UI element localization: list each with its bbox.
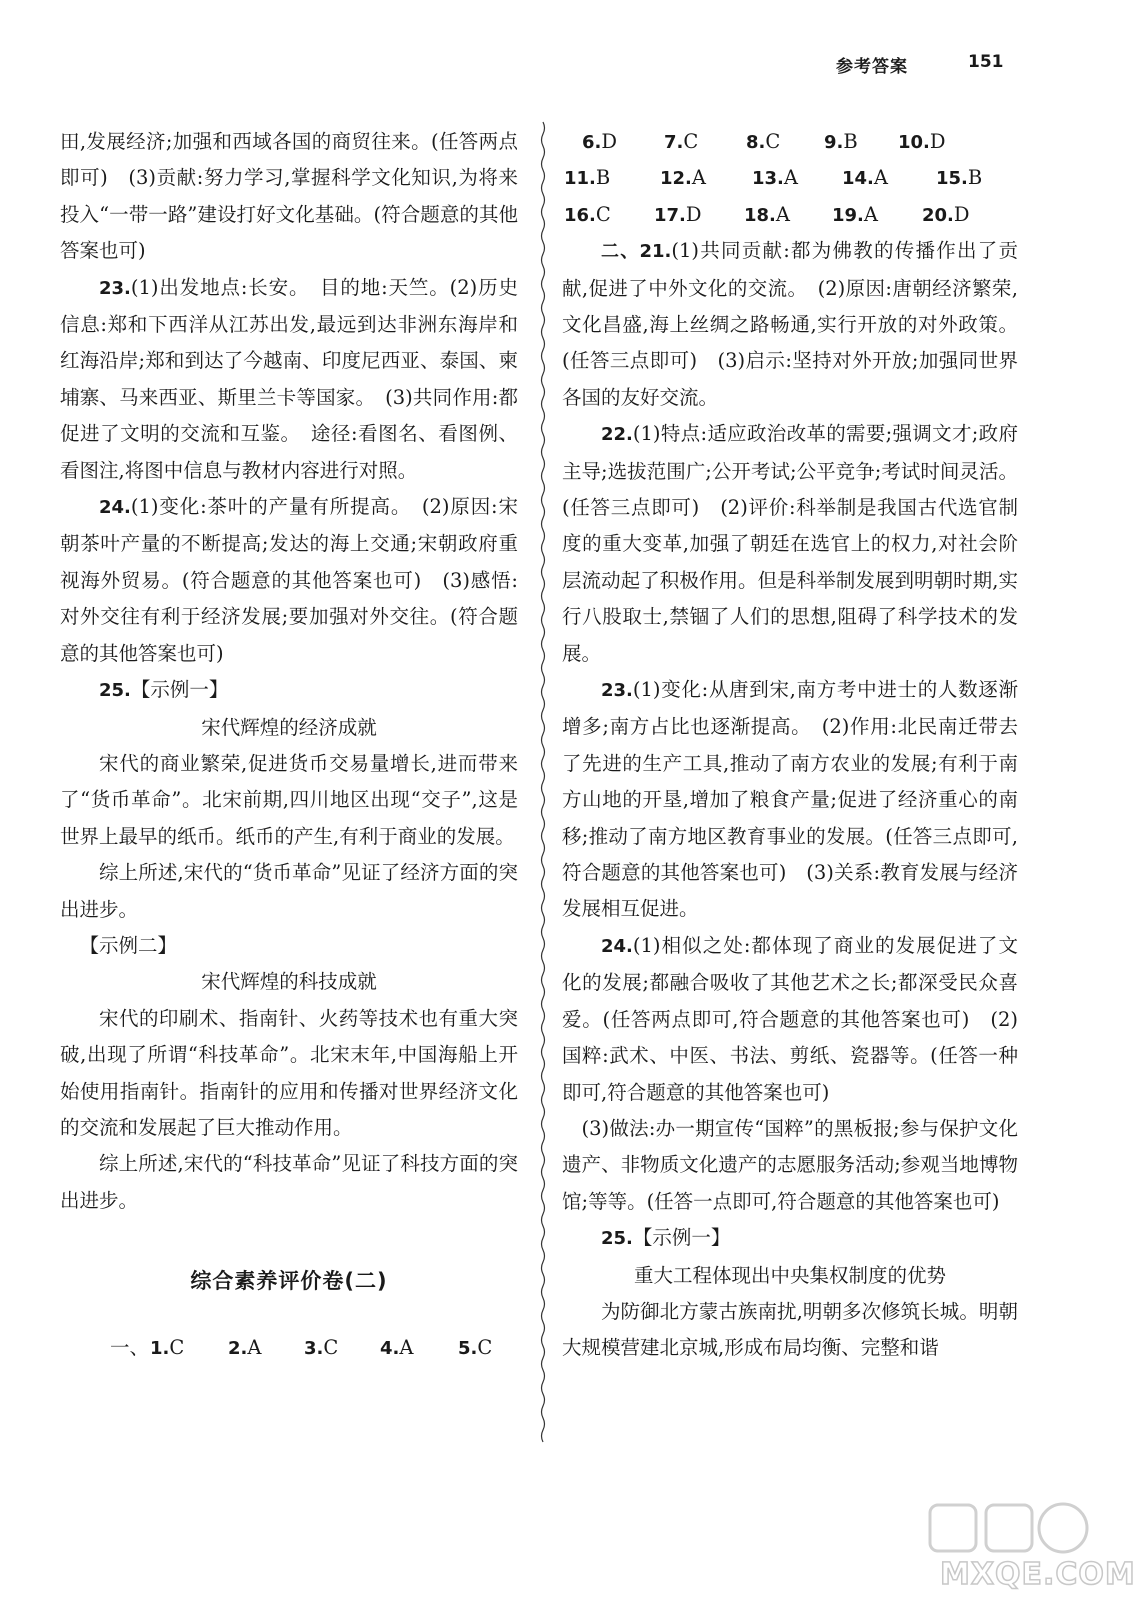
mc-item: 18.A	[744, 202, 790, 226]
mc-item: 17.D	[654, 202, 702, 226]
mc-item: 1.C	[150, 1335, 185, 1359]
example-body: 为防御北方蒙古族南扰,明朝多次修筑长城。明朝大规模营建北京城,形成布局均衡、完整和谐	[562, 1299, 1018, 1360]
mc-item: 19.A	[832, 202, 878, 226]
answer-21: 二、21.(1)共同贡献:都为佛教的传播作出了贡献,促进了中外文化的交流。 (2)原因:唐朝经济繁荣,文化昌盛,海上丝绸之路畅通,实行开放的对外政策。(任答三点即可) (3)启示:坚持对外开放;加强同世界各国的友好交流。	[562, 239, 1018, 409]
example-title: 重大工程体现出中央集权制度的优势	[633, 1263, 946, 1287]
watermark-logo	[900, 1495, 1136, 1595]
mc-item: 16.C	[564, 202, 611, 226]
mc-item: 4.A	[380, 1335, 414, 1359]
answer-25-header: 25.【示例一】	[99, 678, 229, 702]
mc-row-16-20	[562, 197, 1018, 233]
example-2-conclusion: 综上所述,宋代的“科技革命”见证了科技方面的突出进步。	[60, 1152, 518, 1212]
mc-item: 2.A	[228, 1335, 262, 1359]
mc-item: 5.C	[458, 1335, 493, 1359]
mc-item: 13.A	[752, 166, 798, 190]
mc-item: 9.B	[824, 130, 858, 153]
mc-row-6-10	[562, 124, 1018, 160]
answer-23: 23.(1)出发地点:长安。 目的地:天竺。(2)历史信息:郑和下西洋从江苏出发,最远到达非洲东海岸和红海沿岸;郑和到达了今越南、印度尼西亚、泰国、柬埔寨、马来西亚、斯里兰卡等国家。 (3)共同作用:都促进了文明的交流和互鉴。 途径:看图名、看图例、看图注,将图中信息与教材内容进行对照。	[60, 275, 518, 482]
mc-item: 12.A	[660, 166, 706, 190]
right-column	[562, 124, 1018, 1367]
answer-24: 24.(1)相似之处:都体现了商业的发展促进了文化的发展;都融合吸收了其他艺术之长;都深受民众喜爱。(任答两点即可,符合题意的其他答案也可) (2)国粹:武术、中医、书法、剪纸、瓷器等。(任答一种即可,符合题意的其他答案也可)	[562, 933, 1018, 1104]
header-title: 参考答案	[836, 57, 908, 77]
mc-item: 8.C	[746, 130, 781, 153]
mc-prefix: 一、	[110, 1335, 150, 1359]
answer-22: 22.(1)特点:适应政治改革的需要;强调文才;政府主导;选拔范围广;公开考试;公平竞争;考试时间灵活。(任答三点即可) (2)评价:科举制是我国古代选官制度的重大变革,加强了朝廷在选官上的权力,对社会阶层流动起了积极作用。但是科举制发展到明朝时期,实行八股取士,禁锢了人们的思想,阻碍了科学技术的发展。	[562, 422, 1018, 665]
example-2-label: 【示例二】	[79, 933, 178, 957]
mc-row-1-5	[60, 1330, 518, 1366]
mc-item: 11.B	[564, 166, 611, 190]
example-2-title: 宋代辉煌的科技成就	[201, 970, 377, 994]
mc-item: 14.A	[842, 166, 888, 190]
mc-item: 10.D	[898, 130, 946, 153]
mc-item: 6.D	[582, 130, 618, 153]
answer-24-part3: (3)做法:办一期宣传“国粹”的黑板报;参与保护文化遗产、非物质文化遗产的志愿服务活动;参观当地博物馆;等等。(任答一点即可,符合题意的其他答案也可)	[562, 1116, 1018, 1213]
mc-item: 3.C	[304, 1335, 339, 1359]
example-1-conclusion: 综上所述,宋代的“货币革命”见证了经济方面的突出进步。	[60, 861, 518, 921]
watermark-text: MXQE.COM	[940, 1557, 1136, 1592]
answer-22-continued: 田,发展经济;加强和西域各国的商贸往来。(任答两点即可) (3)贡献:努力学习,掌握科学文化知识,为将来投入“一带一路”建设打好文化基础。(符合题意的其他答案也可)	[60, 130, 518, 263]
left-column	[60, 124, 518, 1366]
mc-row-11-15	[562, 160, 1018, 196]
column-divider	[539, 122, 547, 1442]
page-header	[0, 52, 1112, 82]
example-1-body: 宋代的商业繁荣,促进货币交易量增长,进而带来了“货币革命”。北宋前期,四川地区出现“交子”,这是世界上最早的纸币。纸币的产生,有利于商业的发展。	[60, 751, 518, 848]
example-1-title: 宋代辉煌的经济成就	[201, 715, 377, 739]
answer-23: 23.(1)变化:从唐到宋,南方考中进士的人数逐渐增多;南方占比也逐渐提高。 (2)作用:北民南迁带去了先进的生产工具,推动了南方农业的发展;有利于南方山地的开垦,增加了粮食产量;促进了经济重心的南移;推动了南方地区教育事业的发展。(任答三点即可,符合题意的其他答案也可) (3)关系:教育发展与经济发展相互促进。	[562, 678, 1018, 921]
example-2-body: 宋代的印刷术、指南针、火药等技术也有重大突破,出现了所谓“科技革命”。北宋末年,中国海船上开始使用指南针。指南针的应用和传播对世界经济文化的交流和发展起了巨大推动作用。	[60, 1006, 518, 1139]
page-number: 151	[968, 52, 1004, 72]
mc-item: 20.D	[922, 202, 970, 226]
answer-25-header: 25.【示例一】	[601, 1226, 731, 1250]
answer-24: 24.(1)变化:茶叶的产量有所提高。 (2)原因:宋朝茶叶产量的不断提高;发达的海上交通;宋朝政府重视海外贸易。(符合题意的其他答案也可) (3)感悟:对外交往有利于经济发展;要加强对外交往。(符合题意的其他答案也可)	[60, 495, 518, 665]
mc-item: 7.C	[664, 130, 699, 153]
section-title: 综合素养评价卷(二)	[190, 1269, 388, 1294]
mc-item: 15.B	[936, 166, 983, 190]
